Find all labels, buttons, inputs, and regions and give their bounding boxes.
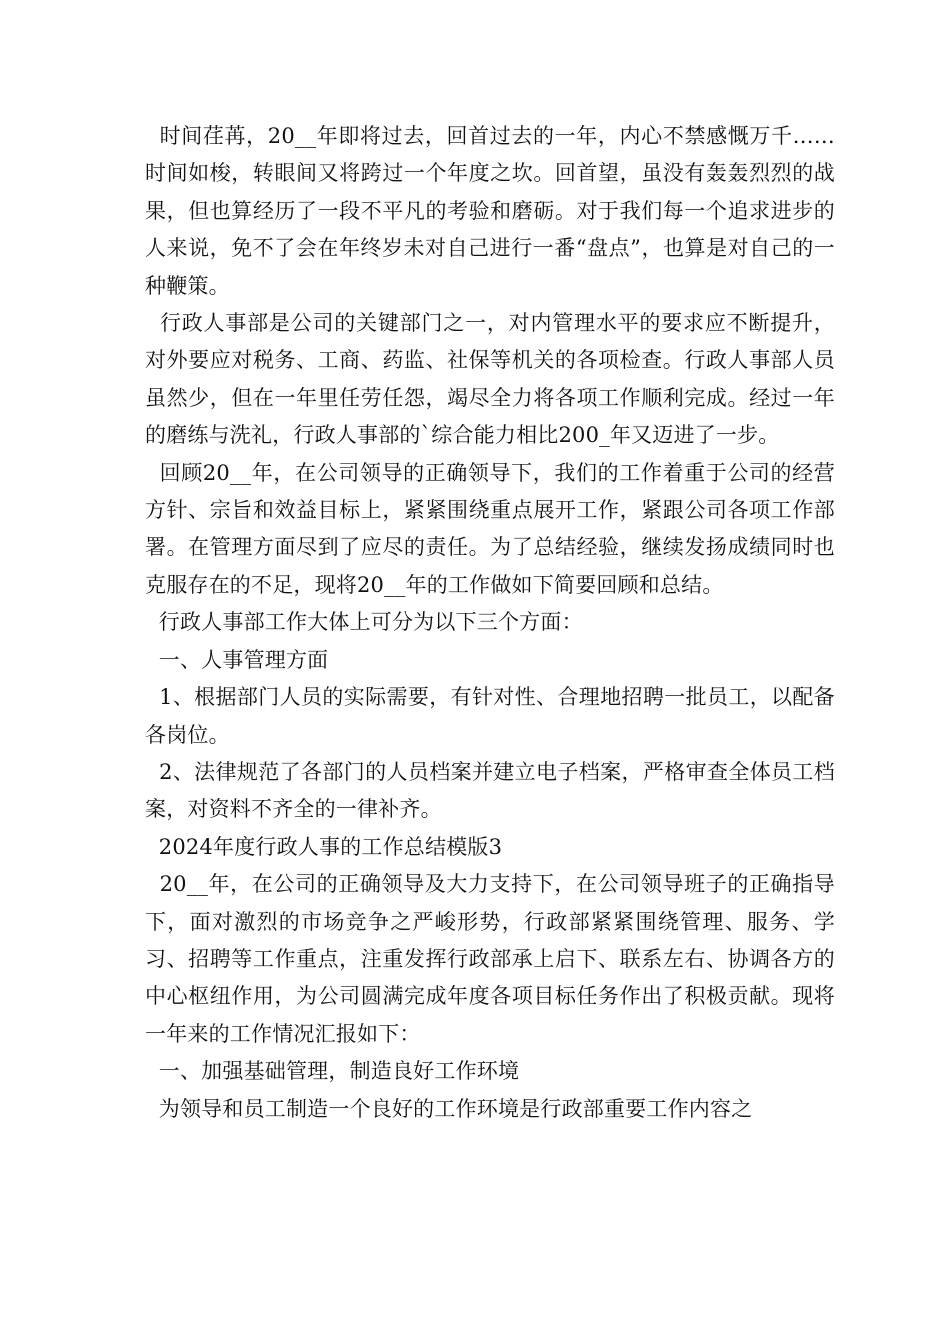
document-body — [145, 118, 835, 1128]
list-item-archives: 2、法律规范了各部门的人员档案并建立电子档案，严格审查全体员工档案，对资料不齐全的一律补齐。 — [145, 759, 835, 822]
list-item-recruitment: 1、根据部门人员的实际需要，有针对性、合理地招聘一批员工，以配备各岗位。 — [145, 685, 835, 747]
section-heading-personnel: 一、人事管理方面 — [145, 647, 329, 672]
paragraph-work-environment: 为领导和员工制造一个良好的工作环境是行政部重要工作内容之 — [145, 1096, 753, 1121]
paragraph-annual-summary: 20__年，在公司的正确领导及大力支持下，在公司领导班子的正确指导下，面对激烈的市场竞争之严峻形势，行政部紧紧围绕管理、服务、学习、招聘等工作重点，注重发挥行政部承上启下、联系左右、协调各方的中心枢纽作用，为公司圆满完成年度各项目标任务作出了积极贡献。现将一年来的工作情况汇报如下： — [145, 872, 835, 1046]
section-heading-basic-management: 一、加强基础管理，制造良好工作环境 — [145, 1059, 520, 1084]
paragraph-intro: 时间荏苒，20__年即将过去，回首过去的一年，内心不禁感慨万千……时间如梭，转眼间又将跨过一个年度之坎。回首望，虽没有轰轰烈烈的战果，但也算经历了一段不平凡的考验和磨砺。对于我们每一个追求进步的人来说，免不了会在年终岁未对自己进行一番“盘点”，也算是对自己的一种鞭策。 — [145, 124, 835, 298]
paragraph-review: 回顾20__年，在公司领导的正确领导下，我们的工作着重于公司的经营方针、宗旨和效益目标上，紧紧围绕重点展开工作，紧跟公司各项工作部署。在管理方面尽到了应尽的责任。为了总结经验，继续发扬成绩同时也克服存在的不足，现将20__年的工作做如下简要回顾和总结。 — [145, 460, 835, 597]
template-title: 2024年度行政人事的工作总结模版3 — [145, 834, 503, 859]
paragraph-department-role: 行政人事部是公司的关键部门之一，对内管理水平的要求应不断提升，对外要应对税务、工商、药监、社保等机关的各项检查。行政人事部人员虽然少，但在一年里任劳任怨，竭尽全力将各项工作顺利完成。经过一年的磨练与洗礼，行政人事部的`综合能力相比200_年又迈进了一步。 — [145, 311, 835, 448]
paragraph-three-aspects: 行政人事部工作大体上可分为以下三个方面： — [145, 610, 583, 635]
